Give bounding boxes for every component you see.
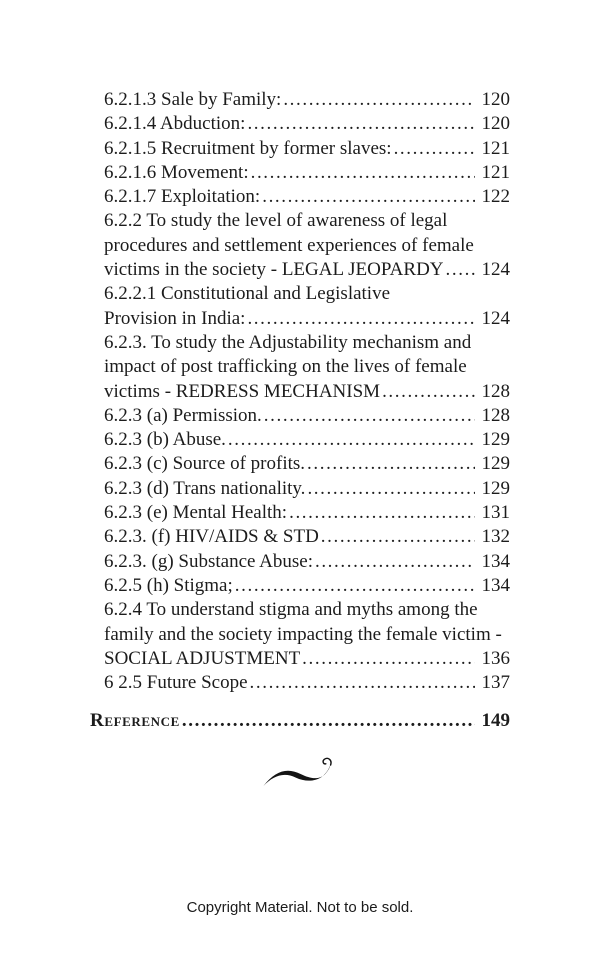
dot-leader	[307, 477, 474, 501]
toc-entry-line	[104, 428, 510, 452]
dot-leader	[307, 452, 474, 476]
toc-entry-text: 6.2.4 To understand stigma and myths among the	[104, 599, 478, 621]
toc-entry-text: 6.2.3. (g) Substance Abuse:	[104, 550, 313, 572]
toc-entry-text: 6.2.3 (a) Permission.	[104, 404, 262, 426]
dot-leader	[394, 137, 475, 161]
section-divider	[0, 755, 600, 793]
page-number: 137	[481, 672, 510, 694]
toc-entry-text: 6.2.1.4 Abduction:	[104, 113, 246, 135]
toc-entry-line	[104, 404, 510, 428]
page-number: 128	[481, 404, 510, 426]
page-number: 120	[481, 113, 510, 135]
toc-entry-text: 6.2.1.3 Sale by Family:	[104, 89, 282, 110]
toc-entry-line	[104, 234, 510, 258]
page-number: 132	[481, 526, 510, 548]
page-number: 124	[481, 259, 510, 281]
toc-entry-line	[104, 525, 510, 549]
toc-entry-line	[104, 501, 510, 525]
page-number: 129	[481, 453, 510, 475]
toc-entry-line	[104, 161, 510, 185]
toc-entry-text: 6.2.3 (d) Trans nationality.	[104, 477, 306, 499]
page-number: 129	[481, 477, 510, 499]
toc-entry-line	[104, 185, 510, 209]
toc-entry-line	[104, 671, 510, 695]
dot-leader	[262, 185, 474, 209]
page-number: 131	[481, 502, 510, 524]
page-number: 124	[481, 307, 510, 329]
dot-leader	[247, 112, 474, 136]
toc-entry-text: 6.2.3 (b) Abuse.	[104, 429, 226, 451]
page-number: 121	[481, 161, 510, 183]
toc-entry-text: SOCIAL ADJUSTMENT	[104, 647, 301, 669]
dot-leader	[250, 671, 475, 695]
toc-entry-line	[104, 550, 510, 574]
toc-entry-line	[104, 331, 510, 355]
toc-entry-line	[104, 355, 510, 379]
dot-leader	[315, 550, 475, 574]
toc-entry-line	[104, 574, 510, 598]
dot-leader	[182, 709, 475, 733]
dot-leader	[264, 404, 475, 428]
toc-entry-line	[104, 258, 510, 282]
copyright-notice: Copyright Material. Not to be sold.	[186, 899, 414, 916]
page-number: 121	[481, 137, 510, 159]
dot-leader	[251, 161, 475, 185]
toc-entry-line	[104, 647, 510, 671]
reference-label: Reference	[90, 710, 180, 732]
toc-entry-text: 6.2.3. (f) HIV/AIDS & STD	[104, 526, 319, 548]
page-number: 122	[481, 186, 510, 208]
toc-entry-text: victims - REDRESS MECHANISM	[104, 380, 381, 402]
toc-entry-text: 6.2.5 (h) Stigma;	[104, 574, 233, 596]
dot-leader	[235, 574, 475, 598]
toc-entry-text: 6.2.3 (c) Source of profits.	[104, 453, 306, 475]
toc-entry-text: Provision in India:	[104, 307, 246, 329]
page-number: 136	[481, 647, 510, 669]
toc-entry-line	[104, 88, 510, 112]
toc-entry-text: procedures and settlement experiences of female	[104, 234, 474, 256]
toc-entry-line	[104, 282, 510, 306]
dot-leader	[247, 307, 474, 331]
toc-entry-text: 6.2.3. To study the Adjustability mechanism and	[104, 331, 472, 353]
toc-entry-line	[104, 307, 510, 331]
page-number: 129	[481, 429, 510, 451]
dot-leader	[382, 380, 474, 404]
swash-ornament-icon	[261, 755, 339, 793]
page-number: 149	[481, 710, 510, 732]
toc-entry-line	[104, 452, 510, 476]
page-number: 128	[481, 380, 510, 402]
dot-leader	[289, 501, 474, 525]
toc-entry-text: family and the society impacting the female victim -	[104, 623, 502, 645]
page-number: 120	[481, 89, 510, 110]
dot-leader	[228, 428, 475, 452]
toc-entry-line	[104, 598, 510, 622]
toc-entry-text: victims in the society - LEGAL JEOPARDY	[104, 259, 444, 281]
toc-entry-line	[104, 380, 510, 404]
toc-entry-text: 6.2.1.5 Recruitment by former slaves:	[104, 137, 392, 159]
toc-entry-line	[104, 137, 510, 161]
dot-leader	[446, 258, 475, 282]
toc-entry-text: impact of post trafficking on the lives of female	[104, 356, 467, 378]
toc-entry-text: 6.2.1.6 Movement:	[104, 161, 249, 183]
toc-entry-line	[104, 623, 510, 647]
reference-entry	[90, 709, 510, 733]
page-number: 134	[481, 550, 510, 572]
toc-entry-text: 6.2.3 (e) Mental Health:	[104, 502, 288, 524]
toc-entry-text: 6.2.2.1 Constitutional and Legislative	[104, 283, 391, 305]
toc-entry-line	[104, 477, 510, 501]
dot-leader	[302, 647, 474, 671]
toc-entry-text: 6.2.1.7 Exploitation:	[104, 186, 261, 208]
toc-entry-line	[104, 112, 510, 136]
toc-entry-line	[104, 209, 510, 233]
dot-leader	[321, 525, 475, 549]
toc-entry-text: 6.2.2 To study the level of awareness of legal	[104, 210, 448, 232]
dot-leader	[283, 88, 474, 112]
toc-entry-text: 6 2.5 Future Scope	[104, 672, 248, 694]
page-number: 134	[481, 574, 510, 596]
